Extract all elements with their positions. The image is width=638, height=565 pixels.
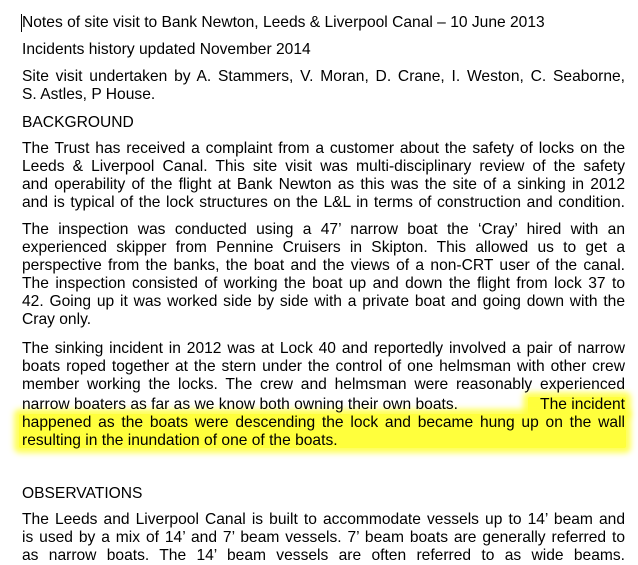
para3-highlighted-line: resulting in the inundation of one of the boats. (22, 432, 338, 449)
background-heading: BACKGROUND (22, 114, 134, 131)
para2-line: The inspection was conducted using a 47’ narrow boat the ‘Cray’ hired with an (22, 221, 625, 238)
para4-line: as narrow boats. The 14’ beam vessels are often referred to as wide beams. (22, 547, 625, 564)
para4-line: is used by a mix of 14’ and 7’ beam vessels. 7’ beam boats are generally referred to (22, 529, 625, 546)
para2-line: The inspection consisted of working the boat up and down the flight from lock 37 to (22, 275, 625, 292)
para1-line: and is typical of the lock structures on the L&L in terms of construction and condition. (22, 194, 625, 211)
para1-line: The Trust has received a complaint from a customer about the safety of locks on the (22, 140, 625, 157)
para4-line: The Leeds and Liverpool Canal is built to accommodate vessels up to 14’ beam and (22, 511, 625, 528)
para2-line: perspective from the banks, the boat and the views of a non-CRT user of the canal. (22, 257, 625, 274)
para1-line: Leeds & Liverpool Canal. This site visit was multi-disciplinary review of the safety (22, 158, 625, 175)
para3-line: member working the locks. The crew and helmsman were reasonably experienced (22, 376, 625, 393)
para1-line: and operability of the flight at Bank Newton as this was the site of a sinking in 2012 (22, 176, 625, 193)
para3-line: The sinking incident in 2012 was at Lock 40 and reportedly involved a pair of narrow (22, 340, 625, 357)
para3-line: boats roped together at the stern under the control of one helmsman with other crew (22, 358, 625, 375)
visitors-line-1: Site visit undertaken by A. Stammers, V. Moran, D. Crane, I. Weston, C. Seaborne, (22, 68, 625, 85)
observations-heading: OBSERVATIONS (22, 485, 143, 502)
para3-highlighted-text: The incident (540, 396, 625, 413)
visitors-line-2: S. Astles, P House. (22, 86, 156, 103)
para3-line (22, 396, 625, 414)
para3-highlighted-line: happened as the boats were descending the lock and became hung up on the wall (22, 414, 625, 431)
document-title: Notes of site visit to Bank Newton, Leeds & Liverpool Canal – 10 June 2013 (22, 14, 545, 31)
para2-line: 42. Going up it was worked side by side with a private boat and going down with the (22, 293, 625, 310)
para3-plain-text: narrow boaters as far as we know both owning their own boats. (22, 396, 458, 413)
para2-line: experienced skipper from Pennine Cruisers in Skipton. This allowed us to get a (22, 239, 625, 256)
para2-line: Cray only. (22, 311, 92, 328)
update-note: Incidents history updated November 2014 (22, 41, 311, 58)
